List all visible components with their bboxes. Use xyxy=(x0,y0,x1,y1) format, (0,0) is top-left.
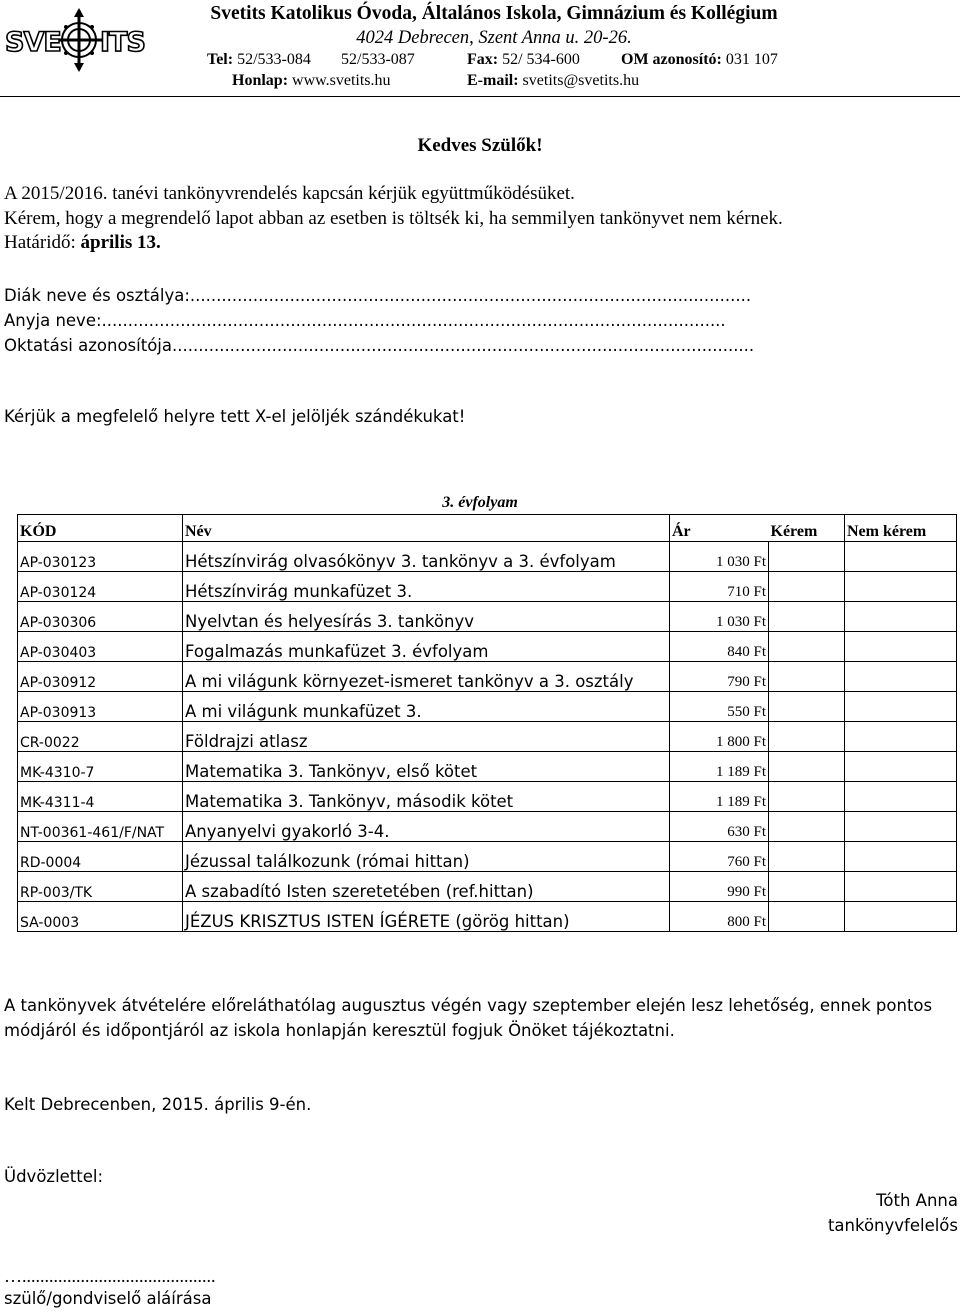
row-want-cell[interactable] xyxy=(769,842,845,872)
row-not-want-cell[interactable] xyxy=(845,752,957,782)
row-want-cell[interactable] xyxy=(769,902,845,932)
intro-line-1: A 2015/2016. tanévi tankönyvrendelés kapcsán kérjük együttműködésüket. xyxy=(4,183,575,204)
row-want-cell[interactable] xyxy=(769,752,845,782)
table-header-row xyxy=(18,515,957,542)
row-price: 550 Ft xyxy=(670,692,769,722)
closing: Üdvözlettel: xyxy=(4,1167,104,1186)
row-not-want-cell[interactable] xyxy=(845,782,957,812)
web-value: www.svetits.hu xyxy=(292,72,391,89)
row-want-cell[interactable] xyxy=(769,662,845,692)
signer-name: Tóth Anna xyxy=(876,1191,958,1210)
edu-id-field[interactable]: Oktatási azonosítója............................................................................................................... xyxy=(4,336,755,355)
tel-value: 52/533-084 xyxy=(237,51,311,68)
notice-line-2: módjáról és időpontjáról az iskola honlapján keresztül fogjuk Önöket tájékoztatni. xyxy=(4,1021,675,1040)
row-price: 630 Ft xyxy=(670,812,769,842)
school-address: 4024 Debrecen, Szent Anna u. 20-26. xyxy=(356,28,632,48)
table-title: 3. évfolyam xyxy=(442,494,518,511)
row-name: Hétszínvirág munkafüzet 3. xyxy=(183,572,670,602)
dated-line: Kelt Debrecenben, 2015. április 9-én. xyxy=(4,1095,312,1114)
row-price: 1 189 Ft xyxy=(670,752,769,782)
fax-line xyxy=(467,51,580,69)
row-want-cell[interactable] xyxy=(769,692,845,722)
row-name: Hétszínvirág olvasókönyv 3. tankönyv a 3. évfolyam xyxy=(183,542,670,572)
row-name: Jézussal találkozunk (római hittan) xyxy=(183,842,670,872)
row-price: 1 189 Ft xyxy=(670,782,769,812)
row-price: 840 Ft xyxy=(670,632,769,662)
header-name: Név xyxy=(183,515,670,542)
row-name: Földrajzi atlasz xyxy=(183,722,670,752)
row-want-cell[interactable] xyxy=(769,572,845,602)
row-price: 1 030 Ft xyxy=(670,542,769,572)
email-line xyxy=(467,72,639,90)
row-want-cell[interactable] xyxy=(769,602,845,632)
row-code: AP-030913 xyxy=(18,692,183,722)
row-price: 1 800 Ft xyxy=(670,722,769,752)
table-row xyxy=(18,782,957,812)
row-price: 790 Ft xyxy=(670,662,769,692)
row-not-want-cell[interactable] xyxy=(845,722,957,752)
row-price: 710 Ft xyxy=(670,572,769,602)
table-row xyxy=(18,572,957,602)
om-value: 031 107 xyxy=(725,51,778,68)
row-not-want-cell[interactable] xyxy=(845,842,957,872)
header-divider xyxy=(0,96,960,97)
email-value: svetits@svetits.hu xyxy=(522,72,640,89)
web-label: Honlap: xyxy=(232,72,289,89)
row-want-cell[interactable] xyxy=(769,872,845,902)
row-name: JÉZUS KRISZTUS ISTEN ÍGÉRETE (görög hittan) xyxy=(183,902,670,932)
fax-label: Fax: xyxy=(467,51,499,68)
deadline-label: Határidő: xyxy=(4,232,76,253)
logo-text: SVETITS xyxy=(4,8,8,9)
svg-text:SVE: SVE xyxy=(5,27,61,58)
intro-line-2: Kérem, hogy a megrendelő lapot abban az esetben is töltsék ki, ha semmilyen tankönyvet nem kérnek. xyxy=(4,208,783,229)
mother-name-field[interactable]: Anyja neve:....................................................................................................................... xyxy=(4,311,726,330)
row-not-want-cell[interactable] xyxy=(845,812,957,842)
row-name: Matematika 3. Tankönyv, második kötet xyxy=(183,782,670,812)
row-code: MK-4310-7 xyxy=(18,752,183,782)
tel-line xyxy=(207,51,311,69)
header-not-want: Nem kérem xyxy=(845,515,957,542)
row-price: 800 Ft xyxy=(670,902,769,932)
row-code: SA-0003 xyxy=(18,902,183,932)
row-not-want-cell[interactable] xyxy=(845,902,957,932)
row-code: RD-0004 xyxy=(18,842,183,872)
deadline-value: április 13. xyxy=(80,232,161,253)
table-row xyxy=(18,542,957,572)
row-not-want-cell[interactable] xyxy=(845,542,957,572)
table-row xyxy=(18,842,957,872)
row-code: RP-003/TK xyxy=(18,872,183,902)
row-price: 760 Ft xyxy=(670,842,769,872)
web-line xyxy=(232,72,391,90)
row-want-cell[interactable] xyxy=(769,722,845,752)
row-not-want-cell[interactable] xyxy=(845,662,957,692)
row-code: AP-030124 xyxy=(18,572,183,602)
notice-line-1: A tankönyvek átvételére előreláthatólag augusztus végén vagy szeptember elején lesz lehetőség, ennek pontos xyxy=(4,996,933,1015)
svg-text:ITS: ITS xyxy=(100,27,145,58)
tel-label: Tel: xyxy=(207,51,234,68)
parent-signature-label: szülő/gondviselő aláírása xyxy=(4,1289,212,1308)
email-label: E-mail: xyxy=(467,72,519,89)
row-not-want-cell[interactable] xyxy=(845,632,957,662)
row-price: 1 030 Ft xyxy=(670,602,769,632)
table-row xyxy=(18,752,957,782)
row-not-want-cell[interactable] xyxy=(845,872,957,902)
student-name-field[interactable]: Diák neve és osztálya:........................................................................................................... xyxy=(4,286,752,305)
table-row xyxy=(18,602,957,632)
row-want-cell[interactable] xyxy=(769,812,845,842)
row-code: MK-4311-4 xyxy=(18,782,183,812)
table-row xyxy=(18,662,957,692)
header-price: Ár xyxy=(670,515,769,542)
row-code: NT-00361-461/F/NAT xyxy=(18,812,183,842)
row-code: AP-030123 xyxy=(18,542,183,572)
row-code: CR-0022 xyxy=(18,722,183,752)
row-code: AP-030306 xyxy=(18,602,183,632)
table-row xyxy=(18,722,957,752)
row-code: AP-030912 xyxy=(18,662,183,692)
fax-value: 52/ 534-600 xyxy=(502,51,580,68)
row-not-want-cell[interactable] xyxy=(845,602,957,632)
parent-signature-line[interactable]: …........................................... xyxy=(4,1266,216,1286)
table-row xyxy=(18,902,957,932)
greeting: Kedves Szülők! xyxy=(417,135,543,156)
order-table xyxy=(17,514,957,932)
row-not-want-cell[interactable] xyxy=(845,572,957,602)
om-line xyxy=(621,51,778,69)
signer-role: tankönyvfelelős xyxy=(827,1216,958,1235)
row-not-want-cell[interactable] xyxy=(845,692,957,722)
tel-value-2: 52/533-087 xyxy=(341,51,415,68)
row-name: Nyelvtan és helyesírás 3. tankönyv xyxy=(183,602,670,632)
header-want: Kérem xyxy=(769,515,845,542)
instruction: Kérjük a megfelelő helyre tett X-el jelöljék szándékukat! xyxy=(4,407,466,426)
table-row xyxy=(18,692,957,722)
om-label: OM azonosító: xyxy=(621,51,722,68)
row-want-cell[interactable] xyxy=(769,782,845,812)
table-row xyxy=(18,872,957,902)
row-name: Matematika 3. Tankönyv, első kötet xyxy=(183,752,670,782)
deadline xyxy=(4,232,161,254)
row-name: A mi világunk környezet-ismeret tankönyv a 3. osztály xyxy=(183,662,670,692)
row-want-cell[interactable] xyxy=(769,542,845,572)
row-name: Anyanyelvi gyakorló 3-4. xyxy=(183,812,670,842)
row-code: AP-030403 xyxy=(18,632,183,662)
row-name: A szabadító Isten szeretetében (ref.hittan) xyxy=(183,872,670,902)
table-row xyxy=(18,632,957,662)
row-name: A mi világunk munkafüzet 3. xyxy=(183,692,670,722)
row-price: 990 Ft xyxy=(670,872,769,902)
table-row xyxy=(18,812,957,842)
row-want-cell[interactable] xyxy=(769,632,845,662)
header-code: KÓD xyxy=(18,515,183,542)
row-name: Fogalmazás munkafüzet 3. évfolyam xyxy=(183,632,670,662)
school-name: Svetits Katolikus Óvoda, Általános Iskola, Gimnázium és Kollégium xyxy=(210,3,778,24)
